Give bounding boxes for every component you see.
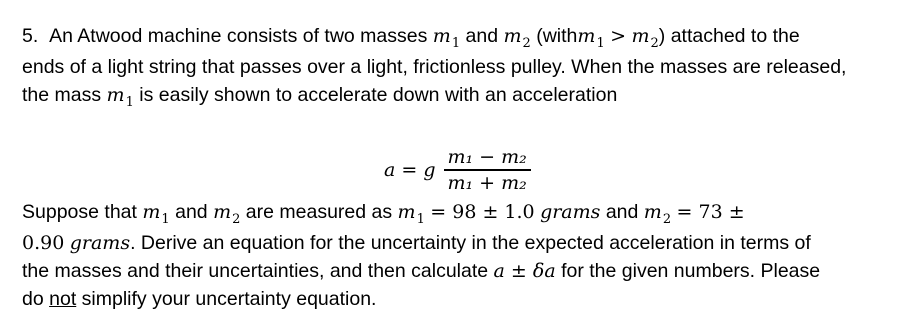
p2-line-4: do not simplify your uncertainty equation. (22, 288, 377, 310)
acceleration-equation (384, 140, 531, 200)
equation-denominator: m₁ + m₂ (447, 171, 527, 194)
grams-unit-2: grams (69, 232, 131, 254)
p2-line-2: 0.90 grams. Derive an equation for the uncertainty in the expected acceleration in terms of (22, 232, 811, 254)
var-m1-c: $m_1$ (106, 84, 134, 110)
problem-number: 5. (22, 25, 39, 47)
var-m2-d: $m_2$ (213, 201, 241, 227)
var-m1: $m_1$ (432, 25, 461, 51)
var-m1-b: $m_1$ (577, 25, 605, 51)
gt-symbol: > (610, 25, 627, 47)
m1-value: = 98 ± 1.0 (430, 201, 535, 223)
var-m1-e: $m_1$ (397, 201, 425, 227)
intro-text: An Atwood machine consists of two masses (49, 25, 428, 47)
with-text: (with (536, 25, 578, 47)
problem-line-2: ends of a light string that passes over a light, frictionless pulley. When the masses are released, (22, 56, 847, 78)
not-underlined: not (49, 288, 77, 310)
paragraph-2 (22, 198, 820, 313)
equation-fraction (444, 145, 531, 195)
m2-value: = 73 ± (676, 201, 745, 223)
p2-line-1: Suppose that $m_1$ and $m_2$ are measured as $m_1 = 98 \pm 1.0$ grams and $m_2 = 73$ ± (22, 201, 745, 227)
and-text: and (465, 25, 499, 47)
m2-uncertainty: 0.90 (22, 232, 65, 254)
a-plus-minus-delta-a: a ± δa (493, 260, 556, 282)
p2-line-3: the masses and their uncertainties, and then calculate a ± δa for the given numbers. Please (22, 260, 821, 282)
var-m2-e: $m_2$ (643, 201, 672, 227)
var-m2: $m_2$ (503, 25, 531, 51)
equation-numerator: m₁ − m₂ (447, 146, 527, 169)
grams-unit-1: grams (540, 201, 601, 223)
problem-line-1 (22, 22, 902, 53)
var-m2-b: $m_2$ (631, 25, 659, 51)
problem-line-3: the mass $m_1$ is easily shown to accelerate down with an acceleration (22, 84, 618, 110)
var-m1-d: $m_1$ (142, 201, 170, 227)
equation-lhs: a = g (384, 159, 436, 181)
attached-text: ) attached to the (658, 25, 800, 47)
